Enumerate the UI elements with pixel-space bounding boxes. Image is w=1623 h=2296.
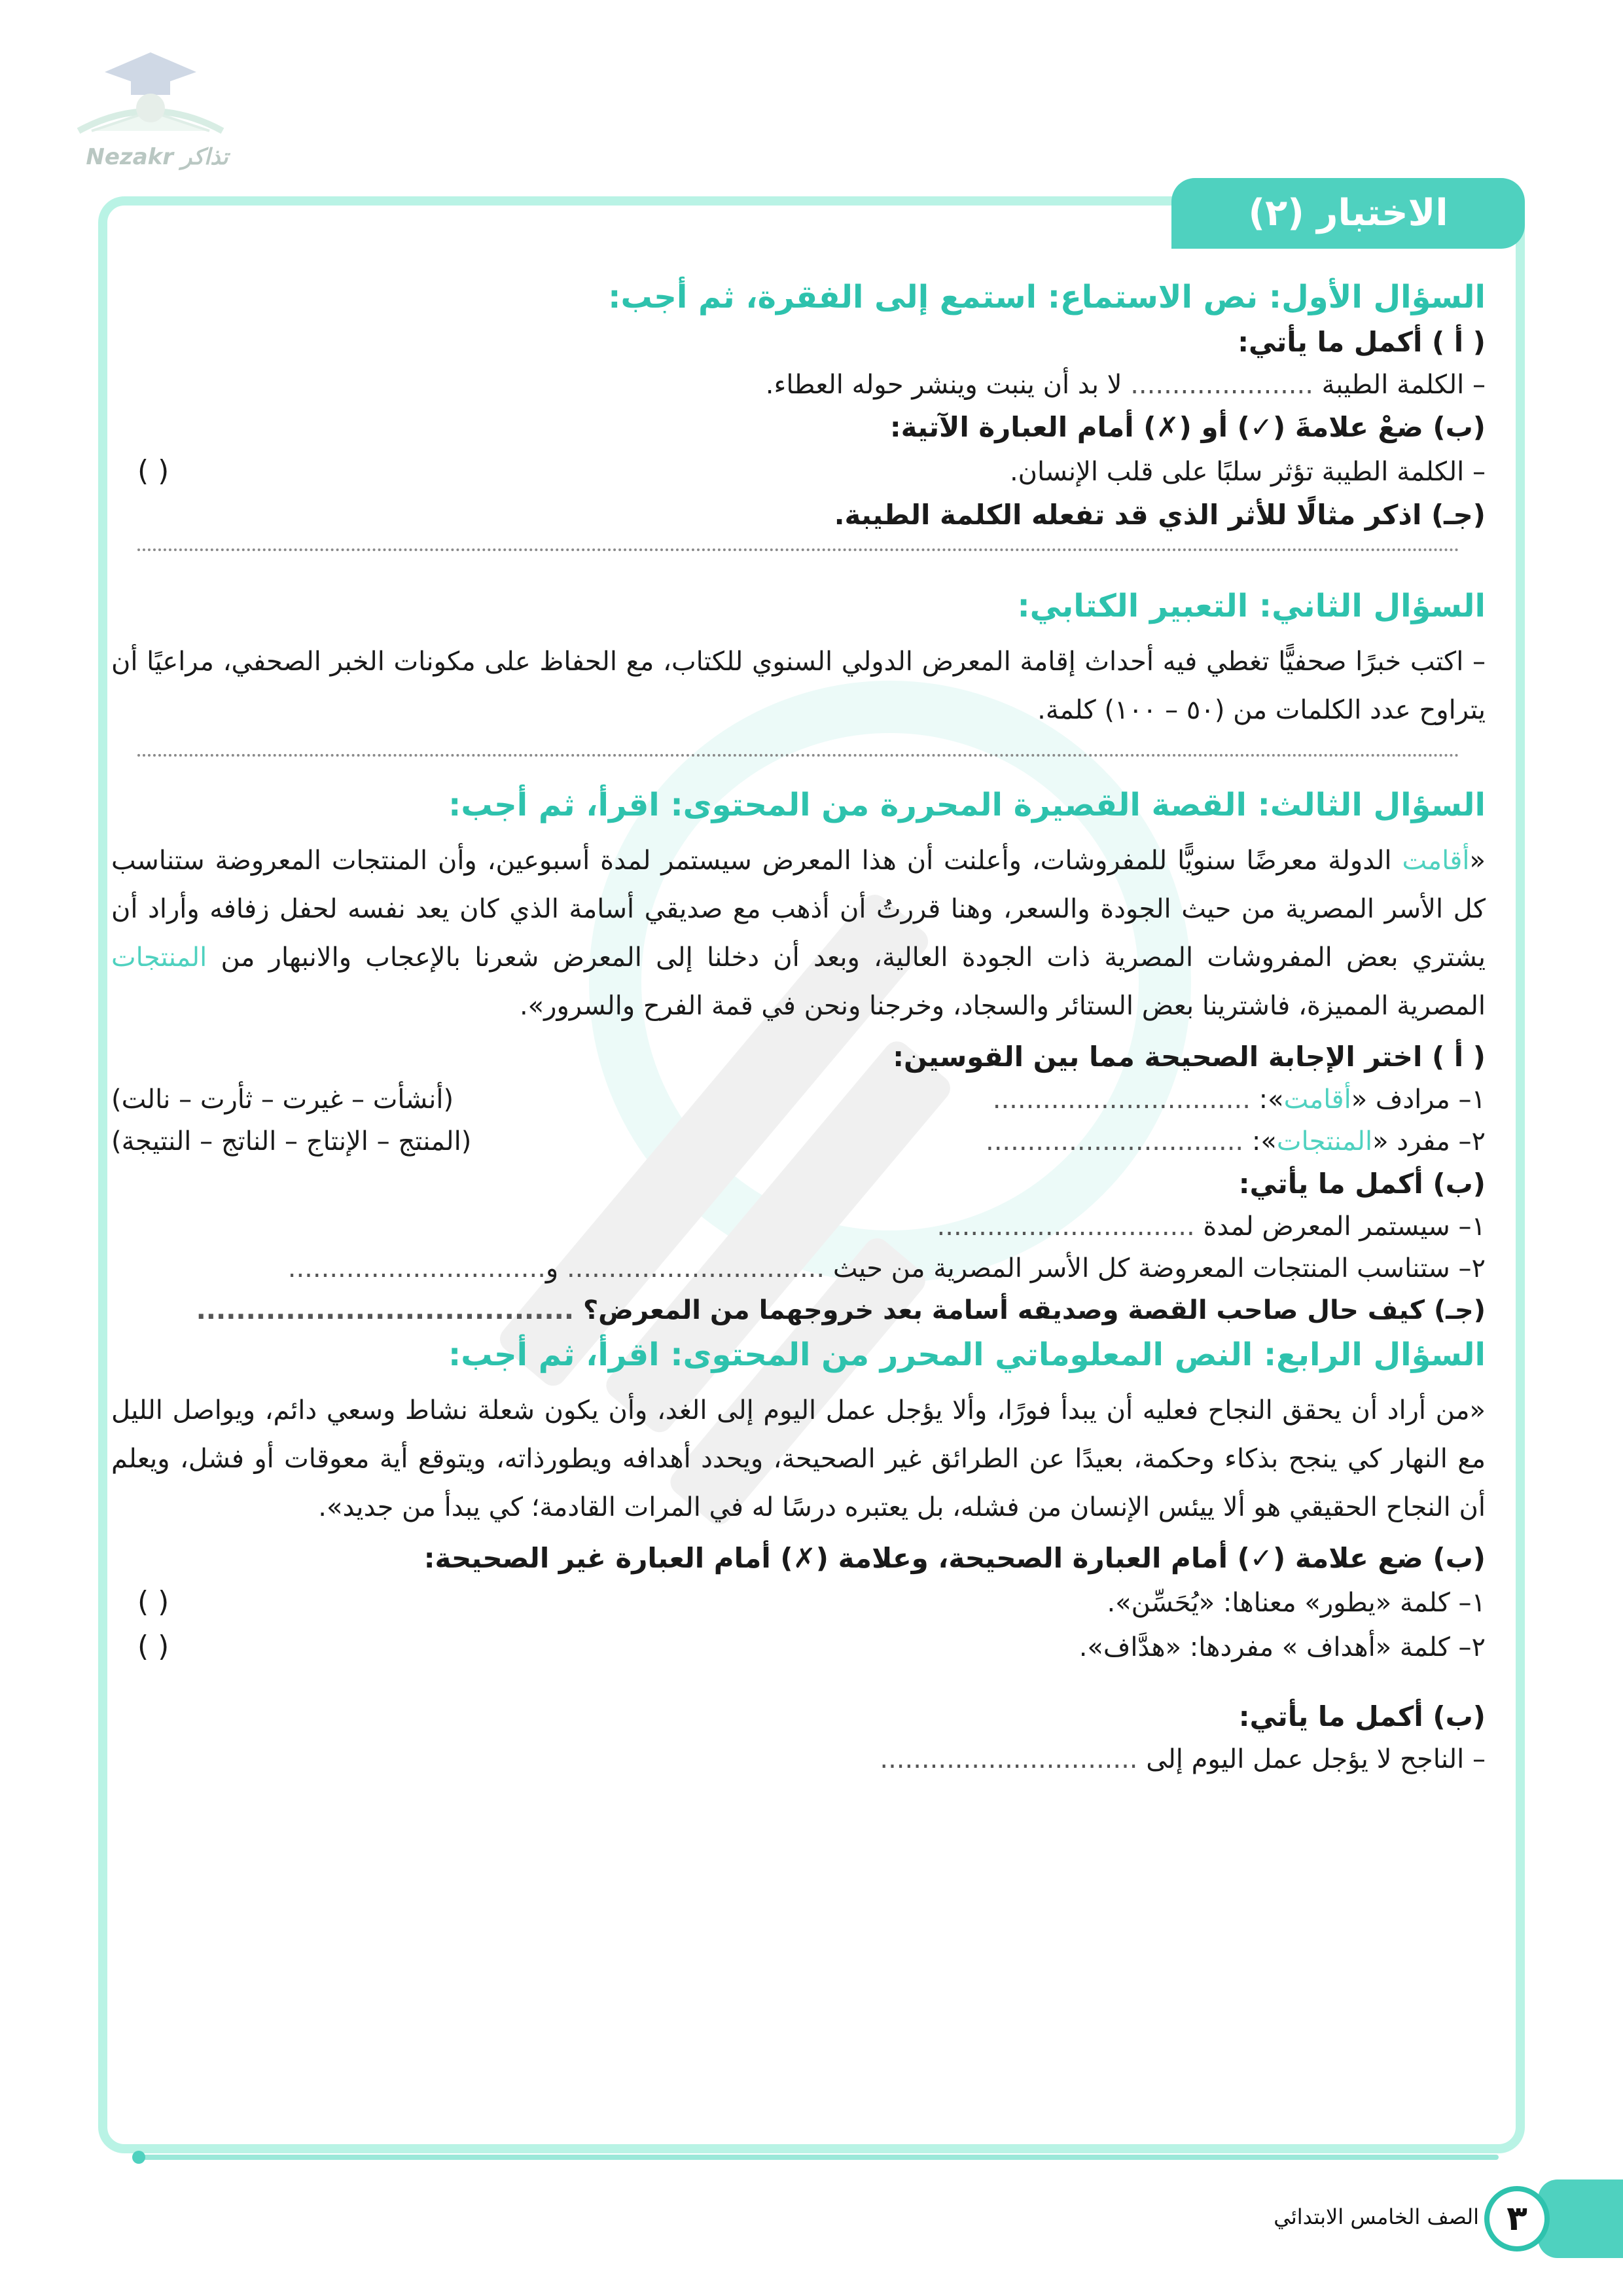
q1-part-b-label: (ب) ضعْ علامةَ (✓) أو (✗) أمام العبارة الآتية:: [889, 411, 1486, 443]
bottom-rule: [137, 2155, 1499, 2160]
q3-b1-text: ١– سيستمر المعرض لمدة: [1194, 1211, 1486, 1242]
q1-b-statement: – الكلمة الطيبة تؤثر سلبًا على قلب الإنسان.: [1009, 457, 1486, 487]
q3-c-label: (جـ) كيف حال صاحب القصة وصديقه أسامة بعد خروجهما من المعرض؟: [574, 1295, 1486, 1325]
q3-part-a-label: ( أ ) اختر الإجابة الصحيحة مما بين القوسين:: [893, 1041, 1486, 1073]
nezakr-logo: [52, 46, 249, 190]
q4-c1-blank[interactable]: ...............................: [880, 1744, 1138, 1774]
q2-prompt: – اكتب خبرًا صحفيًّا تغطي فيه أحداث إقامة المعرض الدولي السنوي للكتاب، مع الحفاظ على مكونات الخبر الصحفي، مراعيًا أن يتراوح عدد الكلمات من (٥٠ – ١٠٠) كلمة.: [111, 647, 1486, 725]
q1-part-c-label: (جـ) اذكر مثالًا للأثر الذي قد تفعله الكلمة الطيبة.: [834, 499, 1486, 531]
q3-a1-blank[interactable]: ...............................: [992, 1085, 1251, 1115]
highlight-word-aqamat: أقامت: [1402, 846, 1470, 876]
q1-part-a-line: [111, 372, 1486, 398]
q4-b2-line: [111, 1632, 1486, 1661]
q3-a2-word: المنتجات: [1276, 1126, 1373, 1157]
bottom-rule-dot: [132, 2151, 145, 2164]
answer-line[interactable]: [137, 754, 1459, 757]
q1-a-end: لا بد أن ينبت وينشر حوله العطاء.: [765, 370, 1122, 400]
q1-a-blank[interactable]: ......................: [1130, 370, 1313, 400]
q1-a-start: – الكلمة الطيبة: [1321, 370, 1486, 400]
graduation-book-icon: [52, 46, 249, 151]
story-text-2: المصرية المميزة، فاشترينا بعض الستائر والسجاد، وخرجنا ونحن في قمة الفرح والسرور».: [519, 991, 1486, 1021]
q4-b2-statement: ٢– كلمة «أهداف » مفردها: «هدَّاف».: [1079, 1632, 1486, 1662]
q4-b1-answer-parens[interactable]: ( ): [137, 1585, 169, 1619]
q4-part-c-label: (ب) أكمل ما يأتي:: [1238, 1700, 1486, 1732]
highlight-word-montagat: المنتجات: [111, 942, 207, 973]
q3-b2-text: ٢– ستناسب المنتجات المعروضة كل الأسر المصرية من حيث: [825, 1253, 1486, 1283]
q3-c-blank[interactable]: ......................................: [196, 1295, 575, 1325]
q3-part-b-label: (ب) أكمل ما يأتي:: [1238, 1168, 1486, 1200]
answer-line[interactable]: [137, 548, 1459, 551]
question-4-heading: السؤال الرابع: النص المعلوماتي المحرر من المحتوى: اقرأ، ثم أجب:: [448, 1336, 1486, 1373]
q1-part-b-line: [111, 454, 1486, 488]
q4-b1-statement: ١– كلمة «يطور» معناها: «يُحَسِّن».: [1107, 1588, 1486, 1618]
q4-passage: «من أراد أن يحقق النجاح فعليه أن يبدأ فورًا، وألا يؤجل عمل اليوم إلى الغد، وأن يكون شعلة نشاط وسعي دائم، ويواصل الليل مع النهار كي ينجح بذكاء وحكمة، بعيدًا عن الطرائق غير الصحيحة، ويحدد أهدافه ويطورذاته، ويتوقع أية معوقات أو فشل، ويعلم أن النجاح الحقيقي هو ألا ييئس الإنسان من فشله، بل يعتبره درسًا له في المرات القادمة؛ كي يبدأ من جديد».: [111, 1395, 1486, 1522]
q4-c1-text: – الناجح لا يؤجل عمل اليوم إلى: [1137, 1744, 1486, 1774]
q4-c1-line: [111, 1746, 1486, 1772]
story-text-1: الدولة معرضًا سنويًّا للمفروشات، وأعلنت أن هذا المعرض سيستمر لمدة أسبوعين، وأن المنتجات المعروضة ستناسب كل الأسر المصرية من حيث الجودة والسعر، وهنا قررتُ أن أذهب مع صديقي أسامة الذي كان يعد نفسه لحفل زفافه وأراد أن يشتري بعض المفروشات المصرية ذات الجودة العالية، وبعد أن دخلنا إلى المعرض شعرنا بالإعجاب والانبهار من: [111, 846, 1486, 973]
q3-a1-line: [111, 1086, 1486, 1113]
exam-title: الاختبار (٢): [1171, 178, 1525, 249]
q3-a1-prefix: ١– مرادف «: [1351, 1085, 1486, 1115]
q3-b1-blank[interactable]: ...............................: [936, 1211, 1195, 1242]
question-2-heading: السؤال الثاني: التعبير الكتابي:: [1017, 588, 1486, 624]
question-1-heading: السؤال الأول: نص الاستماع: استمع إلى الفقرة، ثم أجب:: [608, 279, 1486, 315]
exam-content: [111, 281, 1486, 1788]
quote-open: «: [1469, 846, 1486, 876]
q4-b2-answer-parens[interactable]: ( ): [137, 1630, 169, 1663]
q3-a2-choices: (المنتج – الإنتاج – الناتج – النتيجة): [111, 1126, 472, 1157]
q3-a2-prefix: ٢– مفرد «: [1372, 1126, 1486, 1157]
logo-text: Nezakr تذاكر: [86, 144, 228, 170]
grade-label: الصف الخامس الابتدائي: [1274, 2204, 1479, 2229]
question-3-heading: السؤال الثالث: القصة القصيرة المحررة من المحتوى: اقرأ، ثم أجب:: [448, 787, 1486, 823]
q4-b1-line: [111, 1585, 1486, 1619]
q3-a1-choices: (أنشأت – غيرت – ثأرت – نالت): [111, 1085, 454, 1115]
page-tab: [1538, 2179, 1623, 2258]
q3-b2-blank-2[interactable]: ...............................: [287, 1253, 546, 1283]
q3-story: [111, 836, 1486, 1030]
q3-b2-line: [111, 1255, 1486, 1282]
q3-a2-suffix: »:: [1243, 1126, 1277, 1157]
q3-a2-blank[interactable]: ...............................: [985, 1126, 1244, 1157]
q3-b1-line: [111, 1213, 1486, 1240]
q1-part-a-label: ( أ ) أكمل ما يأتي:: [1238, 326, 1486, 358]
q4-part-b-label: (ب) ضع علامة (✓) أمام العبارة الصحيحة، وعلامة (✗) أمام العبارة غير الصحيحة:: [423, 1542, 1486, 1574]
q3-a1-suffix: »:: [1250, 1085, 1284, 1115]
q1-b-answer-parens[interactable]: ( ): [137, 454, 169, 488]
q3-c-line: [111, 1297, 1486, 1323]
q3-b2-and: و: [545, 1253, 567, 1283]
q3-a1-word: أقامت: [1283, 1085, 1351, 1115]
q3-b2-blank-1[interactable]: ...............................: [566, 1253, 825, 1283]
q3-a2-line: [111, 1128, 1486, 1155]
page-number: ٣: [1484, 2186, 1550, 2251]
